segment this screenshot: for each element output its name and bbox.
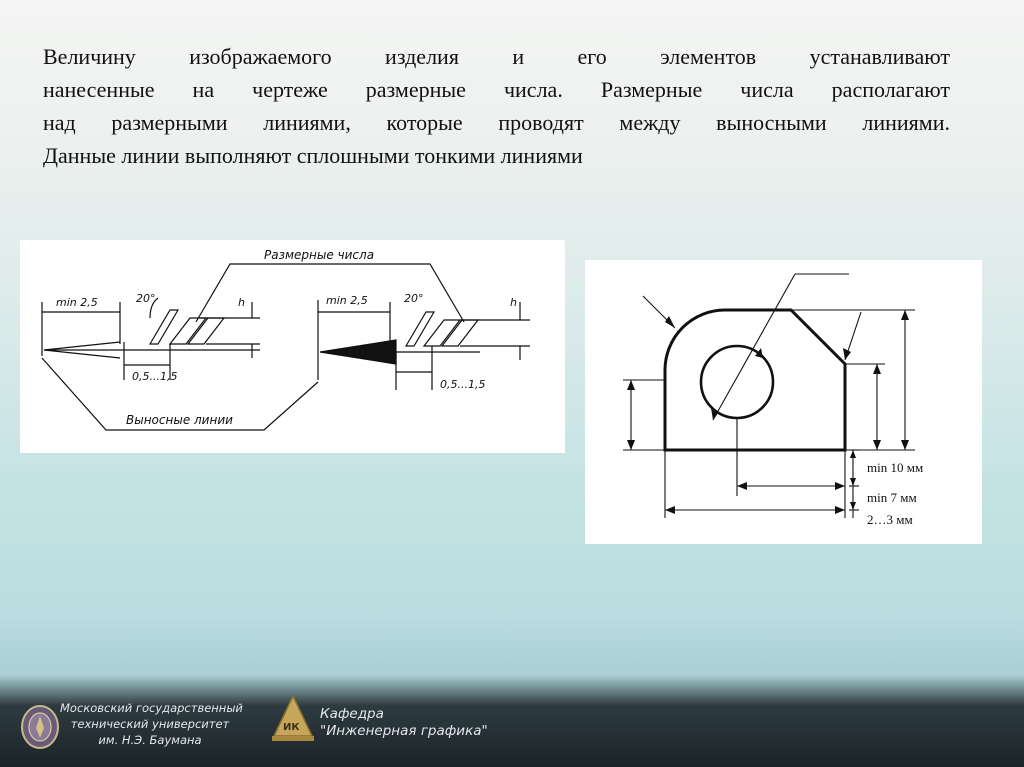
spacing-arrow-2 <box>850 478 856 486</box>
university-line-3: им. Н.Э. Баумана <box>98 733 202 747</box>
body-text <box>43 40 950 172</box>
bmstu-logo-icon <box>20 704 60 750</box>
spacing-arrow-3 <box>850 502 856 510</box>
left-min-label: min 2,5 <box>56 296 98 309</box>
width-arrow-right <box>835 506 845 514</box>
body-text-line-3: над размерными линиями, которые проводят между выносными линиями. <box>43 110 950 135</box>
body-text-line-2: нанесенные на чертеже размерные числа. Размерные числа располагают <box>43 77 950 102</box>
outer-height-arrow-bottom <box>901 440 909 450</box>
chamfer-arrowhead <box>843 348 851 360</box>
inner-height-arrow-bottom <box>873 440 881 450</box>
inner-height-arrow-top <box>873 364 881 374</box>
university-name <box>60 700 243 748</box>
dimension-lines-drawing <box>20 240 565 453</box>
footer <box>0 690 1024 767</box>
hole-dim-arrow-left <box>737 482 747 490</box>
right-slant-digit-3 <box>442 320 478 346</box>
left-angle-label: 20° <box>136 292 156 305</box>
left-gap-label: 0,5...1,5 <box>132 370 178 383</box>
hole-dim-arrow-right <box>835 482 845 490</box>
left-slant-digit-2 <box>170 318 206 344</box>
right-slant-digit-1 <box>406 312 434 346</box>
university-line-2: технический университет <box>70 717 230 731</box>
right-filled-arrow <box>320 340 396 364</box>
right-slant-digit-2 <box>424 320 460 346</box>
right-h-label: h <box>510 296 517 309</box>
department-line-2: "Инженерная графика" <box>320 723 488 739</box>
right-gap-label: 0,5...1,5 <box>440 378 486 391</box>
department-name <box>320 706 488 740</box>
left-height-arrow-top <box>627 380 635 390</box>
part-dimension-drawing <box>585 260 982 544</box>
left-h-label: h <box>238 296 245 309</box>
part-dimension-figure <box>585 260 982 544</box>
part-outline <box>665 310 845 450</box>
university-line-1: Московский государственный <box>60 701 243 715</box>
body-text-line-1: Величину изображаемого изделия и его элементов устанавливают <box>43 44 950 69</box>
right-min-label: min 2,5 <box>326 294 368 307</box>
min10-label: min 10 мм <box>867 460 924 475</box>
extension-lines-label: Выносные линии <box>126 413 233 427</box>
body-text-line-4: Данные линии выполняют сплошными тонкими линиями <box>43 143 583 168</box>
spacing-arrow-1 <box>850 450 856 458</box>
department-line-1: Кафедра <box>320 706 384 722</box>
left-slant-digit-3 <box>188 318 224 344</box>
department-logo-text: ИК <box>283 722 300 733</box>
width-arrow-left <box>665 506 675 514</box>
department-logo-icon <box>268 692 318 744</box>
two-three-label: 2…3 мм <box>867 512 913 527</box>
min7-label: min 7 мм <box>867 490 917 505</box>
radius-arrowhead <box>665 316 675 328</box>
dim-numbers-label: Размерные числа <box>264 248 375 262</box>
right-angle-label: 20° <box>404 292 424 305</box>
left-height-arrow-bottom <box>627 440 635 450</box>
dim-numbers-leader <box>196 264 464 322</box>
outer-height-arrow-top <box>901 310 909 320</box>
dimension-lines-figure <box>20 240 565 453</box>
